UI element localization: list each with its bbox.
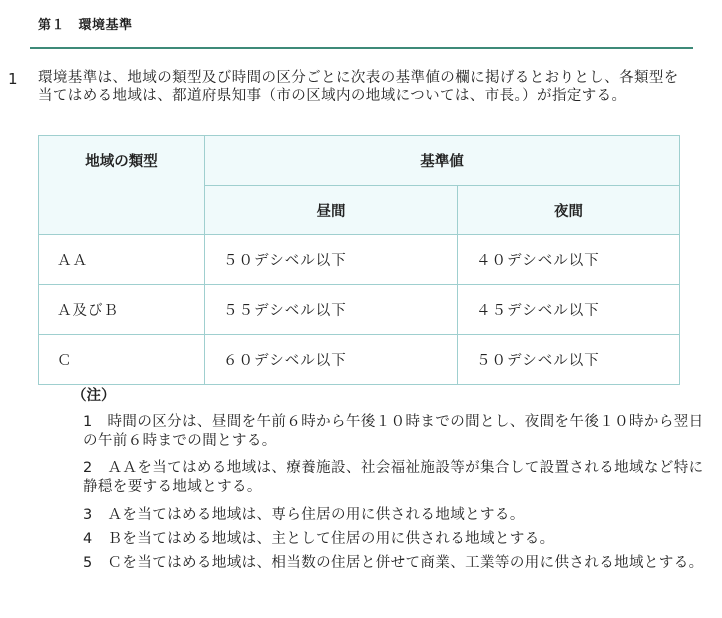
note-item: 5 Ｃを当てはめる地域は、相当数の住居と併せて商業、工業等の用に供される地域とする。 (83, 555, 704, 571)
note-item: 2 ＡＡを当てはめる地域は、療養施設、社会福祉施設等が集合して設置される地域など特に静穏を要する地域とする。 (83, 460, 704, 495)
note-item: 3 Ａを当てはめる地域は、専ら住居の用に供される地域とする。 (83, 507, 525, 523)
header-daytime: 昼間 (205, 186, 458, 235)
page-title: 第１ 環境基準 (38, 18, 133, 33)
cell-nighttime-value: ４５デシベル以下 (458, 285, 680, 335)
intro-paragraph: 環境基準は、地域の類型及び時間の区分ごとに次表の基準値の欄に掲げるとおりとし、各類型を当てはめる地域は、都道府県知事（市の区域内の地域については、市長。）が指定する。 (38, 70, 679, 104)
cell-daytime-value: ５０デシベル以下 (205, 235, 458, 285)
cell-area-type: ＡＡ (39, 235, 205, 285)
notes-heading: （注） (72, 388, 116, 404)
cell-nighttime-value: ５０デシベル以下 (458, 335, 680, 385)
title-divider (30, 47, 693, 49)
header-area-type: 地域の類型 (39, 136, 205, 235)
note-item: 4 Ｂを当てはめる地域は、主として住居の用に供される地域とする。 (83, 531, 555, 547)
cell-area-type: Ｃ (39, 335, 205, 385)
standards-table (38, 135, 680, 385)
cell-area-type: Ａ及びＢ (39, 285, 205, 335)
header-nighttime: 夜間 (458, 186, 680, 235)
table-row (39, 285, 680, 335)
cell-nighttime-value: ４０デシベル以下 (458, 235, 680, 285)
table-row (39, 235, 680, 285)
cell-daytime-value: ５５デシベル以下 (205, 285, 458, 335)
intro-number: 1 (8, 70, 18, 88)
cell-daytime-value: ６０デシベル以下 (205, 335, 458, 385)
note-item: 1 時間の区分は、昼間を午前６時から午後１０時までの間とし、夜間を午後１０時から翌日の午前６時までの間とする。 (83, 414, 704, 449)
table-row (39, 335, 680, 385)
header-standard-value: 基準値 (205, 136, 680, 186)
